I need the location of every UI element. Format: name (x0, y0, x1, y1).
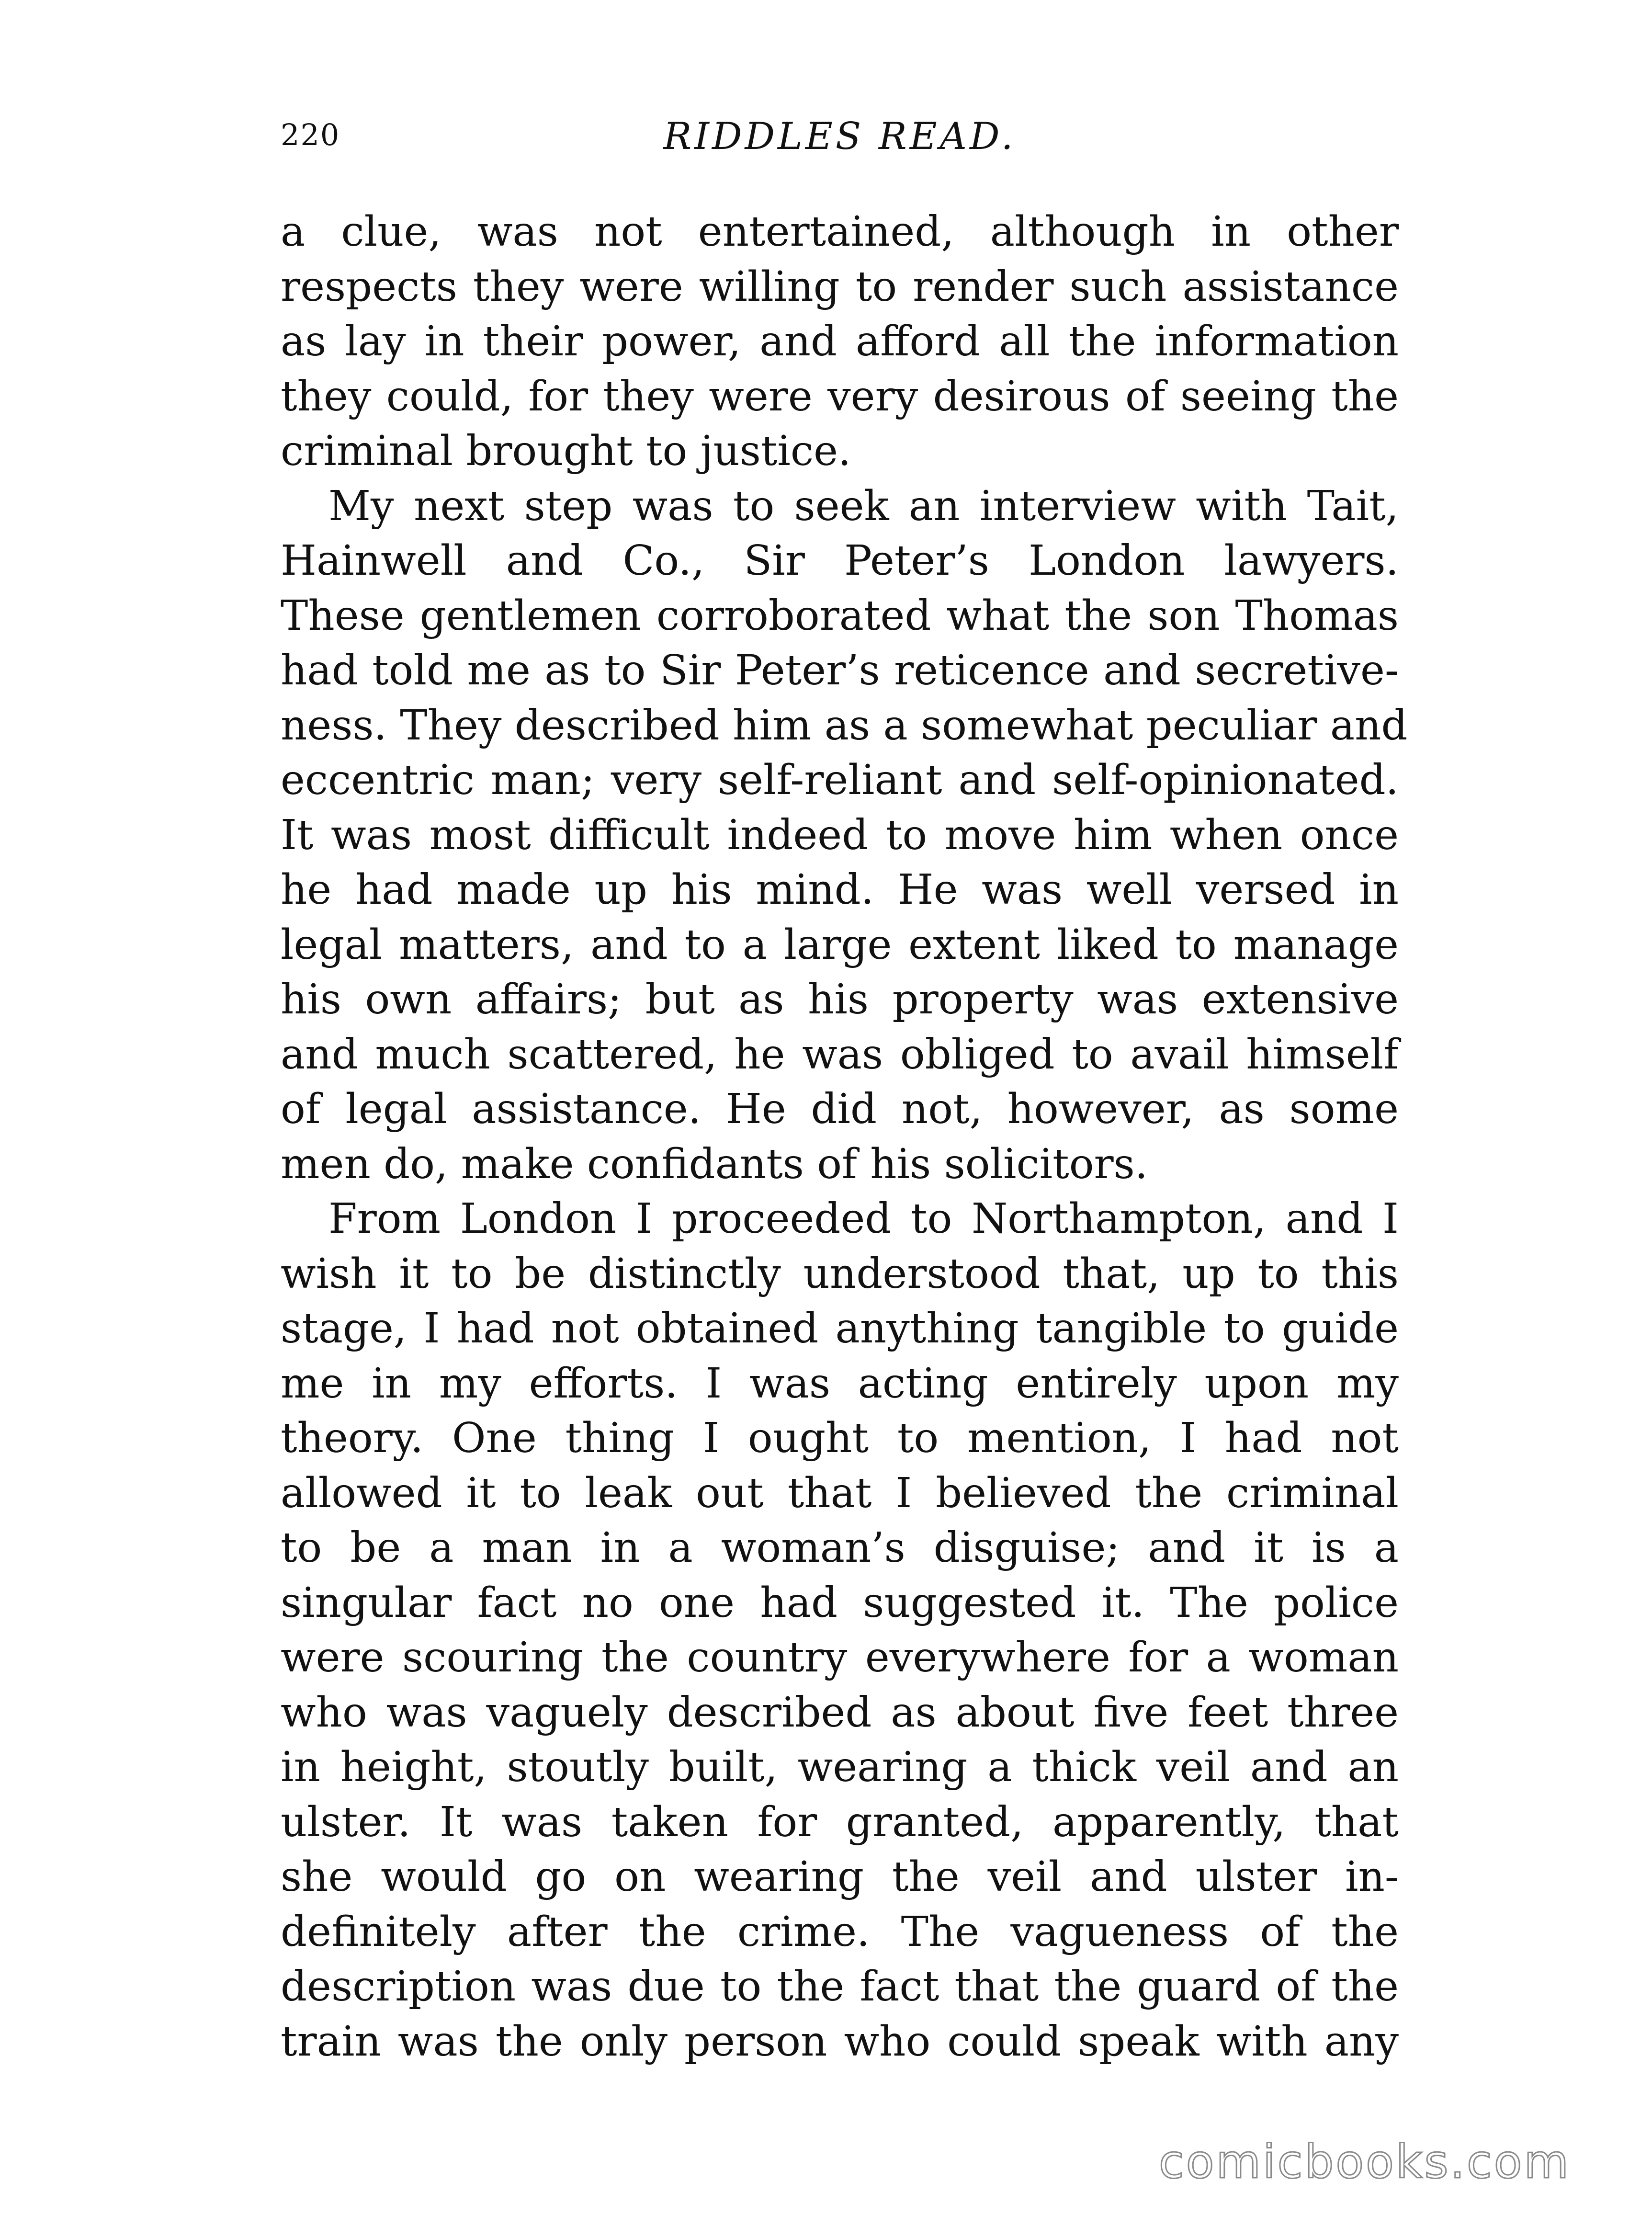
text-line: eccentric man; very self-reliant and self-opinionated. (281, 756, 1399, 804)
page-header (281, 110, 1399, 163)
text-line: legal matters, and to a large extent liked to manage (281, 920, 1399, 969)
text-line: stage, I had not obtained anything tangible to guide (281, 1305, 1399, 1352)
text-line: she would go on wearing the veil and ulster in- (281, 1853, 1399, 1901)
paragraph-start-line: From London I proceeded to Northampton, and I (328, 1195, 1399, 1243)
text-line: definitely after the crime. The vagueness of the (281, 1908, 1399, 1956)
text-line: respects they were willing to render such assistance (281, 262, 1399, 311)
paragraph-start-line: My next step was to seek an interview with Tait, (328, 482, 1399, 530)
text-line: singular fact no one had suggested it. The police (281, 1579, 1399, 1627)
text-line: they could, for they were very desirous of seeing the (281, 372, 1399, 420)
text-line: in height, stoutly built, wearing a thick veil and an (281, 1743, 1399, 1791)
text-line: me in my efforts. I was acting entirely upon my (281, 1359, 1399, 1408)
page-number: 220 (281, 117, 340, 152)
text-line: Hainwell and Co., Sir Peter’s London lawyers. (281, 537, 1399, 585)
text-line: ulster. It was taken for granted, apparently, that (281, 1798, 1399, 1846)
text-line: he had made up his mind. He was well versed in (281, 866, 1399, 914)
running-head: RIDDLES READ. (663, 115, 1016, 158)
text-line: as lay in their power, and afford all the information (281, 318, 1399, 365)
text-line: and much scattered, he was obliged to avail himself (281, 1030, 1399, 1079)
text-line: of legal assistance. He did not, however, as some (281, 1085, 1399, 1133)
body-text (281, 205, 1408, 2069)
text-line: allowed it to leak out that I believed the criminal (281, 1469, 1399, 1517)
text-line: who was vaguely described as about five feet three (281, 1688, 1399, 1737)
text-line: a clue, was not entertained, although in other (281, 208, 1399, 256)
text-line: men do, make confidants of his solicitors. (281, 1140, 1148, 1188)
text-line: were scouring the country everywhere for a woman (281, 1634, 1399, 1682)
text-line: criminal brought to justice. (281, 427, 851, 475)
text-line: It was most difficult indeed to move him when once (281, 811, 1399, 859)
text-line: wish it to be distinctly understood that, up to this (281, 1250, 1399, 1298)
text-line: These gentlemen corroborated what the son Thomas (281, 591, 1399, 640)
text-line: had told me as to Sir Peter’s reticence and secretive- (281, 647, 1399, 694)
text-line: train was the only person who could speak with any (281, 2017, 1399, 2066)
text-line: to be a man in a woman’s disguise; and it is a (281, 1524, 1399, 1572)
text-line: his own affairs; but as his property was extensive (281, 976, 1399, 1023)
text-line: theory. One thing I ought to mention, I had not (281, 1414, 1399, 1462)
text-line: description was due to the fact that the guard of the (281, 1963, 1399, 2011)
watermark-logo: comicbooks.com (1158, 2135, 1571, 2189)
text-line: ness. They described him as a somewhat peculiar and (281, 701, 1408, 750)
